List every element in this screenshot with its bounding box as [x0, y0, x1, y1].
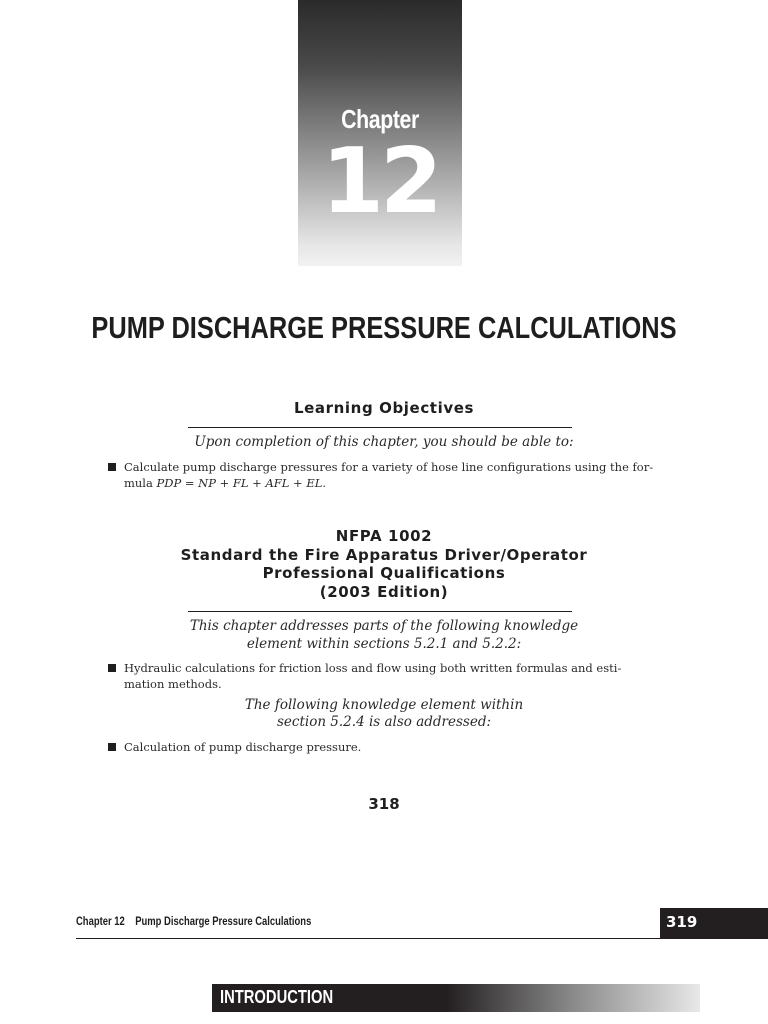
- footer-chapter-label: Chapter 12: [76, 916, 125, 928]
- divider: [188, 427, 572, 428]
- footer-page-number: 319: [660, 908, 768, 939]
- page-number: 318: [368, 795, 400, 813]
- objective-text: mula: [124, 476, 157, 490]
- also-addressed-line: The following knowledge element within: [244, 697, 524, 713]
- list-item: [108, 739, 658, 755]
- also-addressed-line: section 5.2.4 is also addressed:: [276, 714, 492, 730]
- nfpa-intro-line: element within sections 5.2.1 and 5.2.2:: [246, 636, 522, 652]
- formula: PDP = NP + FL + AFL + EL: [156, 476, 323, 490]
- objective-text: .: [322, 476, 327, 490]
- running-footer: [76, 916, 311, 928]
- objective-line: [124, 475, 658, 491]
- list-item: [108, 660, 658, 692]
- chapter-title: PUMP DISCHARGE PRESSURE CALCULATIONS: [91, 310, 677, 345]
- section-header-bar: [212, 984, 700, 1012]
- nfpa-heading-line: Professional Qualifications: [262, 564, 506, 582]
- divider: [188, 611, 572, 612]
- nfpa-intro-line: This chapter addresses parts of the following knowledge: [189, 618, 579, 634]
- section-header: INTRODUCTION: [220, 987, 334, 1007]
- bullet-square-icon: [108, 743, 116, 751]
- knowledge-line: Calculation of pump discharge pressure.: [124, 740, 362, 754]
- bullet-square-icon: [108, 664, 116, 672]
- nfpa-heading-line: NFPA 1002: [335, 527, 433, 545]
- chapter-number: 12: [321, 129, 439, 234]
- nfpa-heading-line: Standard the Fire Apparatus Driver/Operator: [180, 546, 588, 564]
- learning-objectives-heading: Learning Objectives: [294, 399, 474, 417]
- nfpa-heading-line: (2003 Edition): [319, 583, 449, 601]
- chapter-word: Chapter: [341, 104, 419, 134]
- knowledge-line: mation methods.: [124, 677, 222, 691]
- chapter-banner: [298, 0, 462, 266]
- list-item: [108, 459, 658, 491]
- footer-section-title: Pump Discharge Pressure Calculations: [135, 916, 312, 928]
- bullet-square-icon: [108, 463, 116, 471]
- objectives-intro: Upon completion of this chapter, you should be able to:: [194, 434, 574, 450]
- knowledge-line: Hydraulic calculations for friction loss and flow using both written formulas and esti-: [124, 661, 622, 675]
- objective-line: Calculate pump discharge pressures for a variety of hose line configurations using the for-: [124, 460, 654, 474]
